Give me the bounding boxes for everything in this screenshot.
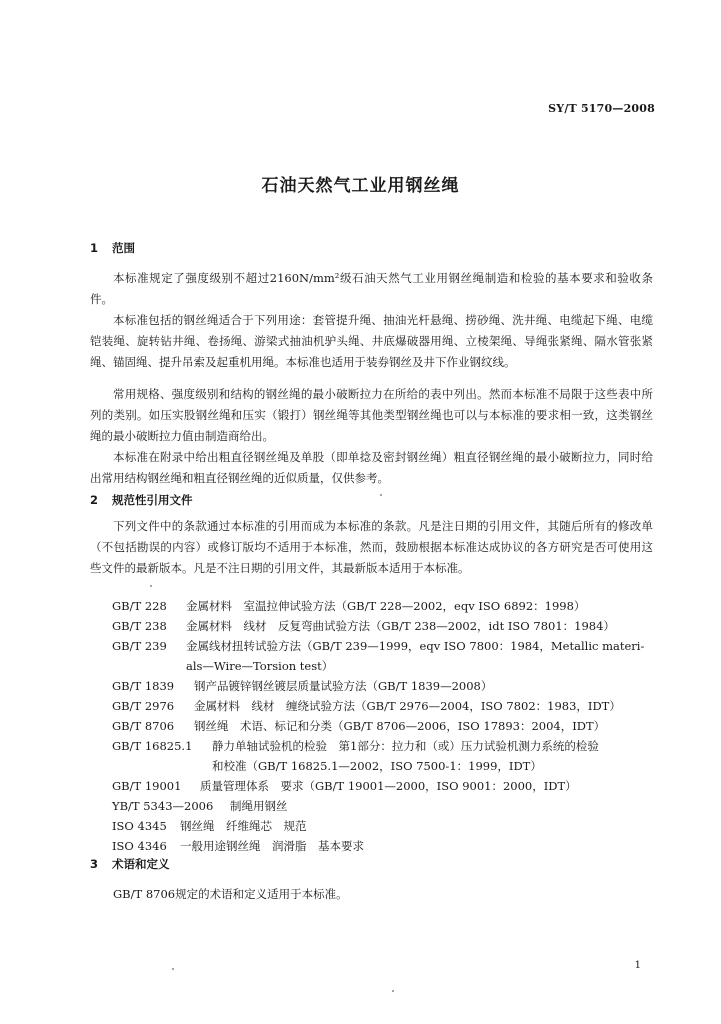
reference-item xyxy=(112,676,657,696)
section-1-heading xyxy=(90,240,135,256)
section-1-paragraph-1: 本标准规定了强度级别不超过2160N/mm²级石油天然气工业用钢丝绳制造和检验的基本要求和验收条件。 xyxy=(90,271,653,306)
section-number: 1 xyxy=(90,241,99,255)
reference-code: ISO 4346 xyxy=(112,839,167,853)
reference-item xyxy=(112,696,657,716)
reference-code: GB/T 238 xyxy=(112,619,167,633)
scan-speck xyxy=(172,968,174,970)
reference-item xyxy=(112,796,657,816)
reference-title: 静力单轴试验机的检验 第1部分：拉力和（或）压力试验机测力系统的检验 和校准（GB/T 16825.1—2002，ISO 7500-1：1999，IDT） xyxy=(212,739,599,773)
reference-item xyxy=(112,776,657,796)
reference-code: GB/T 2976 xyxy=(112,699,175,713)
reference-title: 钢产品镀锌钢丝镀层质量试验方法（GB/T 1839—2008） xyxy=(194,679,493,693)
reference-code: GB/T 19001 xyxy=(112,779,182,793)
reference-item xyxy=(112,836,657,856)
reference-item xyxy=(112,736,657,776)
section-1-paragraph-3: 常用规格、强度级别和结构的钢丝绳的最小破断拉力在所给的表中列出。然而本标准不局限于这些表中所列的类别。如压实股钢丝绳和压实（锻打）钢丝绳等其他类型钢丝绳也可以与本标准的要求相一致，这类钢丝绳的最小破断拉力值由制造商给出。 xyxy=(90,387,653,443)
section-number: 3 xyxy=(90,857,99,871)
section-title: 范围 xyxy=(112,241,135,255)
reference-title: 质量管理体系 要求（GB/T 19001—2000，ISO 9001：2000，IDT） xyxy=(200,779,577,793)
document-title: 石油天然气工业用钢丝绳 xyxy=(261,176,460,196)
reference-code: YB/T 5343—2006 xyxy=(112,799,214,813)
reference-code: GB/T 8706 xyxy=(112,719,175,733)
scan-speck xyxy=(150,585,152,587)
reference-code: GB/T 1839 xyxy=(112,679,175,693)
reference-item xyxy=(112,816,657,836)
reference-title: 金属材料 线材 缠绕试验方法（GB/T 2976—2004，ISO 7802：1983，IDT） xyxy=(194,699,621,713)
reference-code: GB/T 228 xyxy=(112,599,167,613)
section-1-paragraph-2: 本标准包括的钢丝绳适合于下列用途：套管提升绳、抽油光杆悬绳、捞砂绳、洗井绳、电缆起下绳、电缆铠装绳、旋转钻井绳、卷扬绳、游梁式抽油机驴头绳、井底爆破器用绳、立棱架绳、导绳张紧绳、隔水管张紧绳、锚固绳、提升吊索及起重机用绳。本标准也适用于装券钢丝及井下作业钢纹线。 xyxy=(90,313,653,369)
section-3-heading xyxy=(90,856,170,872)
section-title: 规范性引用文件 xyxy=(112,493,193,507)
section-2-heading xyxy=(90,492,193,508)
reference-code: GB/T 16825.1 xyxy=(112,739,193,753)
page-number: 1 xyxy=(634,960,641,971)
reference-title: 钢丝绳 纤维绳芯 规范 xyxy=(180,819,307,833)
reference-code: ISO 4345 xyxy=(112,819,167,833)
reference-item xyxy=(112,636,657,676)
reference-title: 金属线材扭转试验方法（GB/T 239—1999，eqv ISO 7800：1984，Metallic materi- als—Wire—Torsion test） xyxy=(186,639,645,673)
reference-title: 金属材料 室温拉伸试验方法（GB/T 228—2002，eqv ISO 6892：1998） xyxy=(186,599,586,613)
section-number: 2 xyxy=(90,493,99,507)
reference-title: 金属材料 线材 反复弯曲试验方法（GB/T 238—2002，idt ISO 7801：1984） xyxy=(186,619,615,633)
reference-item xyxy=(112,596,657,616)
scan-speck xyxy=(380,494,382,496)
reference-code: GB/T 239 xyxy=(112,639,167,653)
scan-speck xyxy=(392,990,394,992)
normative-references-list xyxy=(112,596,657,856)
standard-code: SY/T 5170—2008 xyxy=(548,102,655,115)
section-title: 术语和定义 xyxy=(112,857,170,871)
reference-item xyxy=(112,616,657,636)
reference-title: 钢丝绳 术语、标记和分类（GB/T 8706—2006，ISO 17893：2004，IDT） xyxy=(194,719,606,733)
section-1-paragraph-4: 本标准在附录中给出粗直径钢丝绳及单股（即单捻及密封钢丝绳）粗直径钢丝绳的最小破断拉力，同时给出常用结构钢丝绳和粗直径钢丝绳的近似质量，仅供参考。 xyxy=(90,450,653,485)
reference-title: 一般用途钢丝绳 润滑脂 基本要求 xyxy=(180,839,364,853)
section-2-paragraph-1: 下列文件中的条款通过本标准的引用而成为本标准的条款。凡是注日期的引用文件，其随后所有的修改单（不包括勘误的内容）或修订版均不适用于本标准，然而，鼓励根据本标准达成协议的各方研究是否可使用这些文件的最新版本。凡是不注日期的引用文件，其最新版本适用于本标准。 xyxy=(90,519,653,575)
section-3-paragraph-1: GB/T 8706规定的术语和定义适用于本标准。 xyxy=(113,887,348,901)
reference-item xyxy=(112,716,657,736)
reference-title: 制绳用钢丝 xyxy=(230,799,288,813)
